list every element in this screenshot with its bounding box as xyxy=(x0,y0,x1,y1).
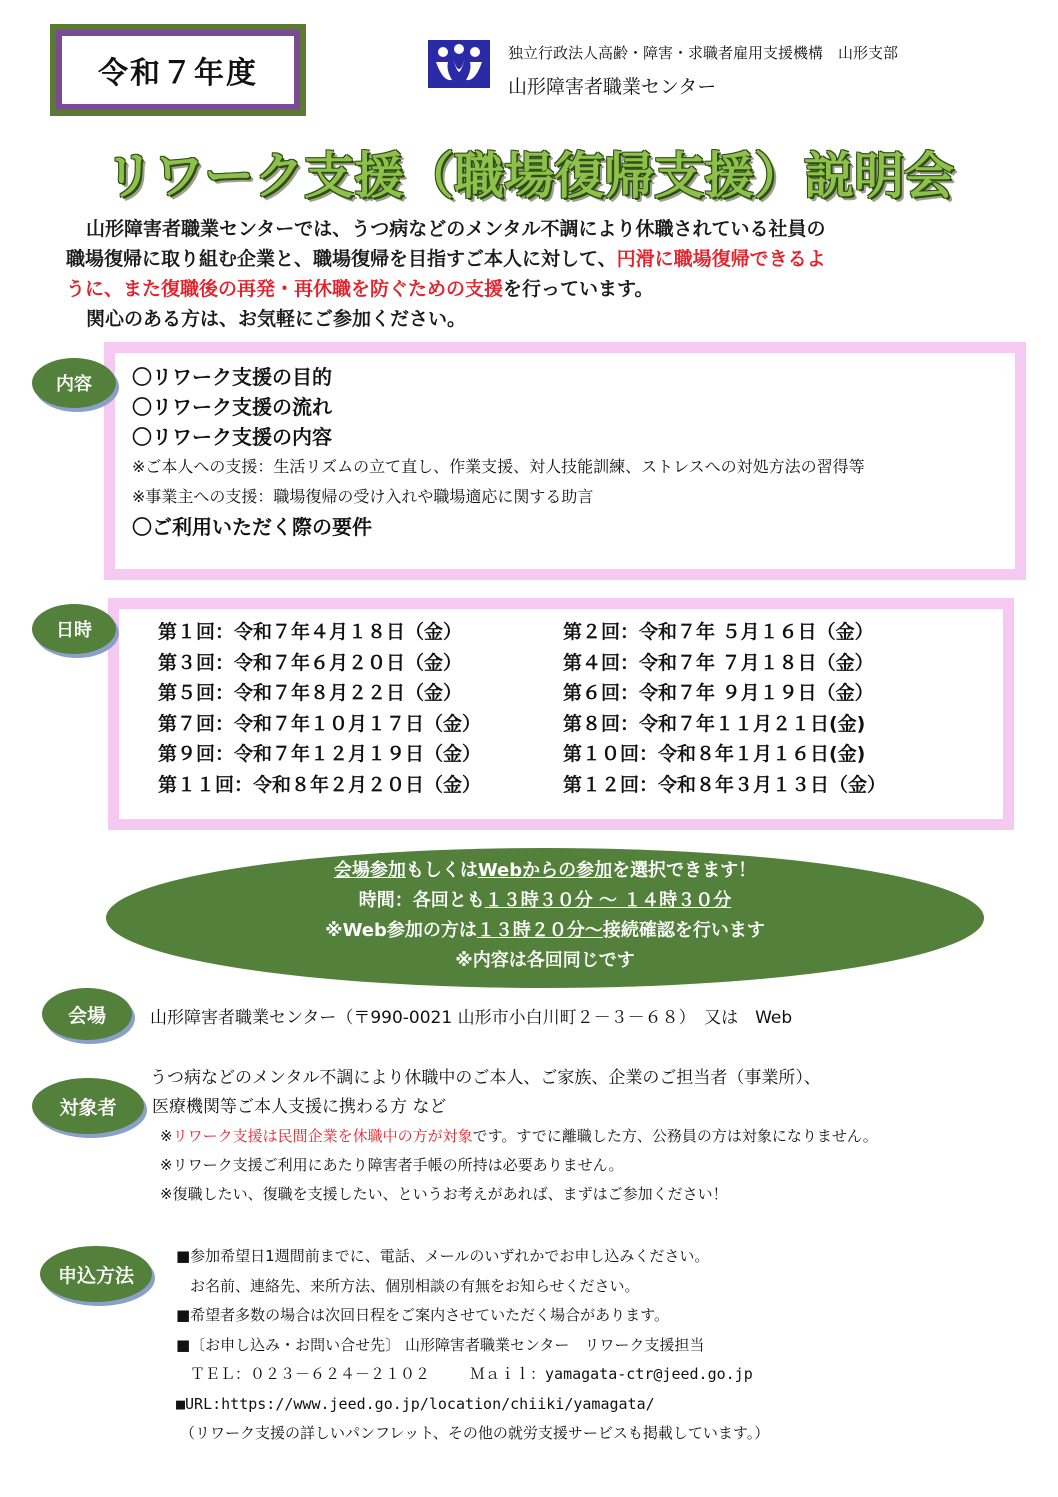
list-item: ※事業主への支援：職場復帰の受け入れや職場適応に関する助言 xyxy=(132,487,594,506)
schedule-list xyxy=(158,617,887,800)
session-date: 第８回：令和７年１１月２１日(金) xyxy=(563,712,866,735)
contents-label: 内容 xyxy=(32,358,116,408)
session-date: 第３回：令和７年６月２０日（金） xyxy=(158,651,463,674)
year-label: 令和７年度 xyxy=(62,36,294,104)
session-date: 第７回：令和７年１０月１７日（金） xyxy=(158,712,482,735)
org-name: 独立行政法人高齢・障害・求職者雇用支援機構 山形支部 xyxy=(508,44,899,62)
session-date: 第１回：令和７年４月１８日（金） xyxy=(158,621,463,643)
list-item: 〇リワーク支援の内容 xyxy=(132,425,332,449)
page-title: リワーク支援（職場復帰支援）説明会 xyxy=(104,147,954,205)
session-date: 第１０回：令和８年１月１６日(金) xyxy=(563,743,866,765)
url-link[interactable]: ■URL:https://www.jeed.go.jp/location/chiiki/yamagata/ xyxy=(176,1394,655,1413)
year-badge xyxy=(50,24,306,116)
mail-link[interactable]: Ｍａｉｌ：yamagata-ctr@jeed.go.jp xyxy=(470,1365,753,1383)
session-date: 第９回：令和７年１２月１９日（金） xyxy=(158,743,482,765)
session-date: 第５回：令和７年８月２２日（金） xyxy=(158,682,463,704)
list-item: 〇リワーク支援の目的 xyxy=(132,365,332,389)
schedule-label: 日時 xyxy=(32,604,116,654)
center-name: 山形障害者職業センター xyxy=(508,76,717,98)
session-date: 第４回：令和７年 ７月１８日（金） xyxy=(563,651,874,674)
target-label: 対象者 xyxy=(32,1078,144,1134)
venue-text: 山形障害者職業センター（〒990-0021 山形市小白川町２－３－６８） 又は Web xyxy=(150,1008,793,1028)
list-item: 〇リワーク支援の流れ xyxy=(132,395,332,419)
apply-text: ■参加希望日1週間前までに、電話、メールのいずれかでお申し込みください。 お名前、連絡先、来所方法、個別相談の有無をお知らせください。 ■希望者多数の場合は次回日程をご案内させていただく場合があります。 ■〔お申し込み・お問い合せ先〕 山形障害者職業センター リワーク支援担当 ＴＥＬ：０２３－６２４－２１０２ Ｍａｉｌ：yamagata-ctr@jeed.go.jp ■URL:https://www.jeed.go.jp/location/chiiki/yamagata/ （リワーク支援の詳しいパンフレット、その他の就労支援サービスも掲載しています。） xyxy=(176,1247,770,1442)
contents-list xyxy=(132,362,865,542)
list-item: ※ご本人への支援：生活リズムの立て直し、作業支援、対人技能訓練、ストレスへの対処方法の習得等 xyxy=(132,457,865,476)
tel: ＴＥＬ：０２３－６２４－２１０２ xyxy=(190,1365,431,1383)
session-date: 第２回：令和７年 ５月１６日（金） xyxy=(563,621,874,643)
venue-label: 会場 xyxy=(42,988,132,1040)
session-date: 第１１回：令和８年２月２０日（金） xyxy=(158,773,482,796)
session-date: 第６回：令和７年 ９月１９日（金） xyxy=(563,682,874,704)
list-item: 〇ご利用いただく際の要件 xyxy=(132,515,372,539)
target-text: うつ病などのメンタル不調により休職中のご本人、ご家族、企業のご担当者（事業所）、 医療機関等ご本人支援に携わる方 など ※リワーク支援は民間企業を休職中の方が対象です。すでに離職した方、公務員の方は対象になりません。 ※リワーク支援ご利用にあたり障害者手帳の所持は必要ありません。 ※復職したい、復職を支援したい、というお考えがあれば、まずはご参加ください！ xyxy=(150,1068,878,1203)
notice-text: 会場参加もしくはWebからの参加を選択できます！ 時間：各回とも１３時３０分 ～ １４時３０分 ※Web参加の方は１３時２０分～接続確認を行います ※内容は各回同じです xyxy=(325,860,765,971)
session-date: 第１２回：令和８年３月１３日（金） xyxy=(563,773,887,796)
jeed-logo-icon xyxy=(428,40,490,88)
intro-paragraph: 山形障害者職業センターでは、うつ病などのメンタル不調により休職されている社員の 職場復帰に取り組む企業と、職場復帰を目指すご本人に対して、円滑に職場復帰できるよ うに、また復職後の再発・再休職を防ぐための支援を行っています。 関心のある方は、お気軽にご参加ください。 xyxy=(66,218,826,330)
apply-label: 申込方法 xyxy=(40,1246,152,1302)
